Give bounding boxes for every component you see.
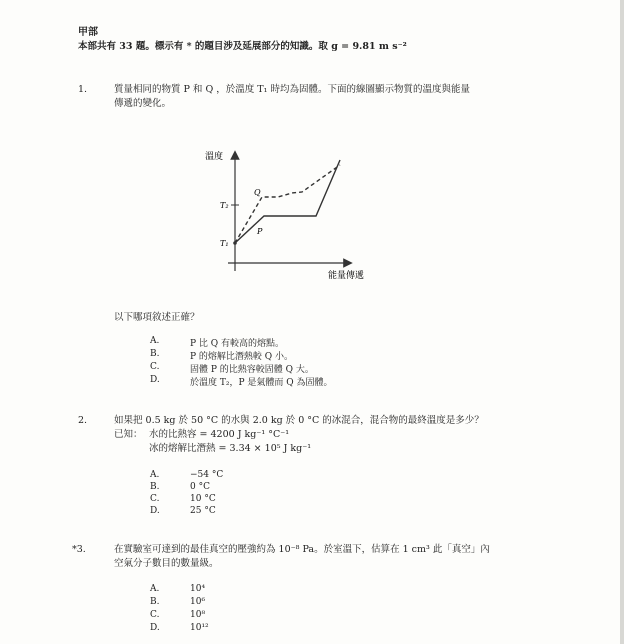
question-2-given-1: 水的比熱容 = 4200 J kg⁻¹ °C⁻¹: [149, 429, 290, 440]
q1-option-d-text: 於溫度 T₂，P 是氣體而 Q 為固體。: [190, 378, 333, 388]
curve-q: [235, 165, 340, 243]
q2-option-b-letter: B.: [150, 482, 160, 492]
q2-option-d-letter: D.: [150, 506, 160, 516]
question-1-line-1: 質量相同的物質 P 和 Q ，於溫度 T₁ 時均為固體。下面的線圖顯示物質的溫度與能量: [114, 84, 470, 95]
t2-label: T₂: [220, 201, 229, 210]
q3-option-d-text: 10¹²: [190, 623, 209, 633]
q3-option-c-letter: C.: [150, 610, 160, 620]
q1-option-c-text: 固體 P 的比熱容較固體 Q 大。: [190, 365, 314, 375]
q1-option-a-letter: A.: [150, 336, 160, 346]
section-note: 本部共有 33 題。標示有 * 的題目涉及延展部分的知識。取 g = 9.81 m s⁻²: [78, 41, 407, 52]
question-number-2: 2.: [78, 415, 88, 426]
p-curve-label: P: [257, 227, 263, 236]
curve-p: [235, 160, 340, 243]
q2-option-b-text: 0 °C: [190, 482, 210, 492]
q1-option-a-text: P 比 Q 有較高的熔點。: [190, 339, 285, 349]
q2-option-d-text: 25 °C: [190, 506, 216, 516]
section-title: 甲部: [78, 27, 98, 38]
question-3-text: [114, 543, 584, 571]
scan-edge: [620, 0, 624, 644]
q1-option-b-text: P 的熔解比潛熱較 Q 小。: [190, 352, 294, 362]
y-axis-label: 溫度: [205, 152, 224, 162]
q2-option-c-text: 10 °C: [190, 494, 216, 504]
q1-option-b-letter: B.: [150, 349, 160, 359]
question-2-given-2: 冰的熔解比潛熱 = 3.34 × 10⁵ J kg⁻¹: [149, 443, 312, 454]
q1-option-c-letter: C.: [150, 362, 160, 372]
question-1-lead: 以下哪項敘述正確？: [114, 312, 200, 323]
start-point: [233, 241, 237, 245]
t1-label: T₁: [220, 239, 229, 248]
temperature-energy-graph: [190, 145, 410, 285]
q3-option-c-text: 10⁸: [190, 610, 206, 620]
question-2-text: [114, 414, 574, 428]
q1-option-d-letter: D.: [150, 375, 160, 385]
q3-option-a-letter: A.: [150, 584, 160, 594]
question-2-line-1: 如果把 0.5 kg 於 50 °C 的水與 2.0 kg 於 0 °C 的冰混合，混合物的最終溫度是多少？: [114, 415, 484, 426]
q3-option-a-text: 10⁴: [190, 584, 206, 594]
x-axis-label: 能量傳遞: [328, 271, 365, 281]
q3-option-d-letter: D.: [150, 623, 160, 633]
q-curve-label: Q: [254, 188, 261, 197]
question-number-1: 1.: [78, 84, 88, 95]
question-1-line-2: 傳遞的變化。: [114, 98, 172, 109]
q2-option-a-text: −54 °C: [190, 470, 224, 480]
question-3-line-2: 空氣分子數目的數量級。: [114, 558, 219, 569]
q2-option-a-letter: A.: [150, 470, 160, 480]
question-1-text: [114, 83, 564, 111]
q3-option-b-letter: B.: [150, 597, 160, 607]
question-2-given-label: 已知：: [114, 429, 143, 440]
q2-option-c-letter: C.: [150, 494, 160, 504]
question-3-line-1: 在實驗室可達到的最佳真空的壓強約為 10⁻⁸ Pa。於室溫下，估算在 1 cm³ 此「真空」內: [114, 544, 490, 555]
q3-option-b-text: 10⁶: [190, 597, 206, 607]
question-number-3: *3.: [72, 544, 86, 555]
